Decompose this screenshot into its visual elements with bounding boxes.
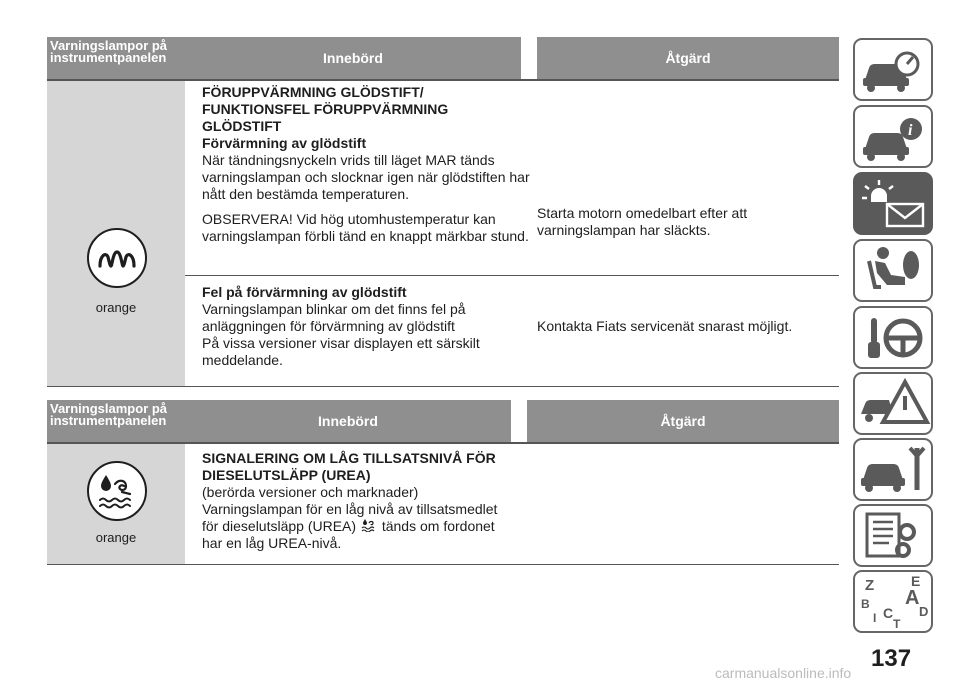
svg-text:C: C [883,605,894,621]
svg-text:Z: Z [865,577,875,594]
car-info-icon[interactable] [853,105,933,168]
row-title: FÖRUPPVÄRMNING GLÖDSTIFT/ [202,84,424,100]
row-text: När tändningsnyckeln vrids till läget MAR tänds varningslampan och slocknar igen när glödstiften har nått den bestämda temperaturen. [202,152,530,202]
glow-plug-icon [87,228,147,288]
row-note: OBSERVERA! Vid hög utomhustemperatur kan varningslampan förbli tänd en knappt märkbar stund. [202,211,529,244]
table-row: Fel på förvärmning av glödstift Varningslampan blinkar om det finns fel på anläggningen för förvärmning av glödstift På vissa versioner visar displayen ett särskilt meddelande. Kontakta Fiats servicenät snarast möjligt. [185,276,839,386]
row-title: SIGNALERING OM LÅG TILLSATSNIVÅ FÖR [202,450,496,466]
lamp-color-label: orange [95,300,137,315]
table-body [47,81,839,386]
action-cell: Starta motorn omedelbart efter att varningslampan har släckts. [537,205,748,238]
alphabetical-index-icon[interactable] [853,570,933,633]
lamp-cell [47,81,185,386]
warning-lights-table-urea [47,400,839,565]
svg-text:E: E [911,573,921,589]
warning-lights-messages-icon[interactable] [853,172,933,235]
header-meaning: Innebörd [185,400,511,442]
svg-text:A: A [905,587,920,609]
car-dashboard-icon[interactable] [853,38,933,101]
svg-text:i: i [908,122,913,139]
row-subtitle: Förvärmning av glödstift [202,135,367,151]
car-maintenance-icon[interactable] [853,438,933,501]
page-number: 137 [871,645,912,672]
svg-text:I: I [873,611,877,625]
header-action: Åtgärd [527,400,839,442]
warning-lights-table-glow-plug [47,37,839,387]
header-meaning: Innebörd [185,37,521,79]
table-body: orange SIGNALERING OM LÅG TILLSATSNIVÅ FÖR DIESELUTSLÄPP (UREA) (berörda versioner och marknader) Varningslampan för en låg nivå av tillsatsmedlet för dieselutsläpp (UREA) tänds om fordonet har en låg UREA-nivå. [47,444,839,564]
table-header [47,400,839,442]
key-steering-wheel-icon[interactable] [853,306,933,369]
urea-level-icon [87,461,147,521]
header-lamp: Varningslampor på instrumentpanelen [47,400,185,442]
lamp-color-label: orange [95,530,137,545]
technical-data-icon[interactable] [853,504,933,567]
svg-text:D: D [919,604,929,619]
urea-level-inline-icon [360,518,378,532]
watermark: carmanualsonline.info [715,665,852,681]
svg-text:B: B [861,597,870,611]
table-header [47,37,839,79]
lamp-cell [47,444,185,564]
header-lamp: Varningslampor på instrumentpanelen [47,37,185,79]
table-row: FÖRUPPVÄRMNING GLÖDSTIFT/ FUNKTIONSFEL FÖRUPPVÄRMNING GLÖDSTIFT Förvärmning av glödstift När tändningsnyckeln vrids till läget MAR tänds varningslampan och slocknar igen när glödstiften har nått den bestämda temperaturen. OBSERVERA! Vid hög utomhustemperatur kan varningslampan förbli tänd en knappt märkbar stund. Starta motorn omedelbart efter att varningslampan har släckts. [185,81,839,276]
row-subtitle: Fel på förvärmning av glödstift [202,284,407,300]
car-emergency-icon[interactable] [853,372,933,435]
svg-text:T: T [893,617,901,631]
header-action: Åtgärd [537,37,839,79]
action-cell: Kontakta Fiats servicenät snarast möjligt. [537,318,793,334]
seat-airbag-icon[interactable] [853,239,933,302]
